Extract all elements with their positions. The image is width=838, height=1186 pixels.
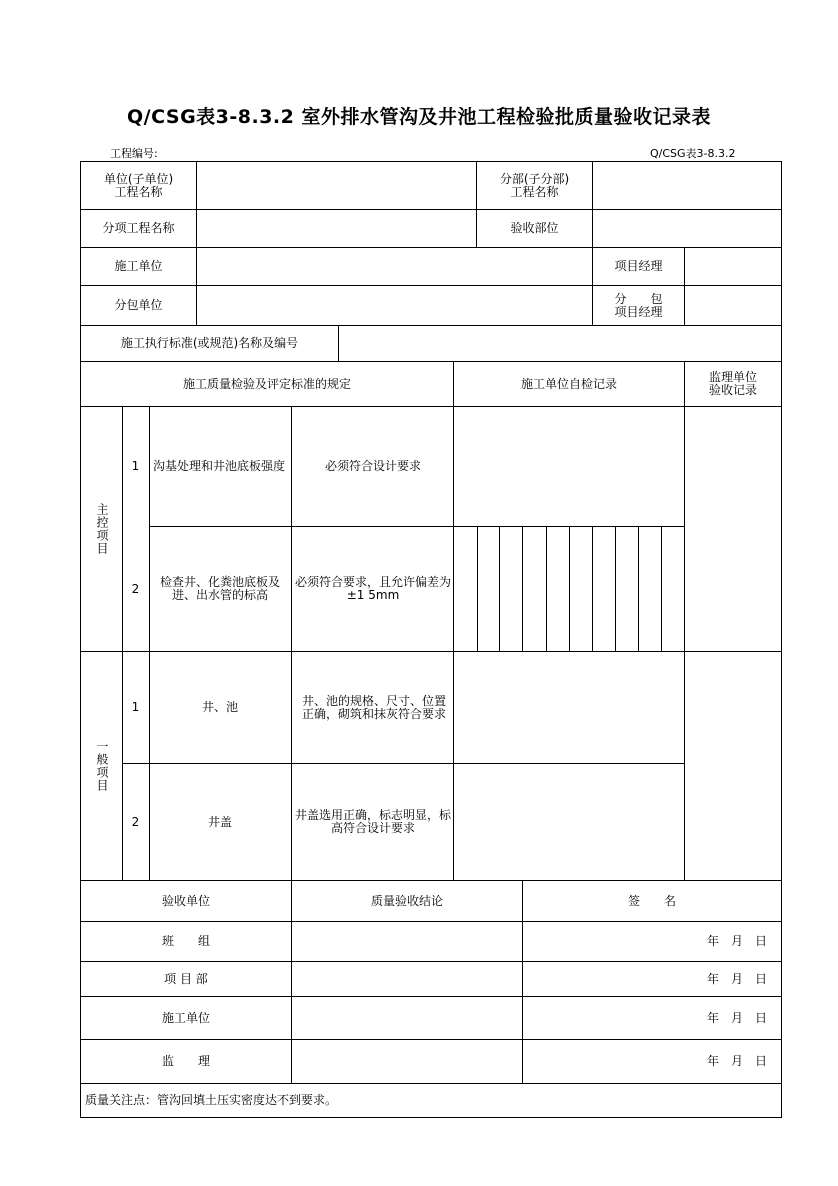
rule-line [522,526,523,652]
acceptance-row-unit: 监 理 [161,1054,210,1068]
main-supervision-record[interactable] [685,407,781,651]
subcontract-unit-label: 分包单位 [114,298,163,312]
page-title: Q/CSG表3-8.3.2 室外排水管沟及井池工程检验批质量验收记录表 [127,106,711,128]
rule-line [661,526,662,652]
acceptance-row-conclusion[interactable] [292,997,522,1039]
rule-line [80,1117,782,1118]
rule-line [569,526,570,652]
acceptance-row-date[interactable]: 年 月 日 [706,971,767,986]
acceptance-row-conclusion[interactable] [292,962,522,996]
general-item-1-no: 1 [131,700,140,714]
acceptance-row-date[interactable]: 年 月 日 [706,934,767,948]
general-item-2-req: 井盖选用正确，标志明显，标高符合设计要求 [295,808,452,835]
rule-line [638,526,639,652]
general-item-1-record[interactable] [454,652,684,763]
main-control-label: 主控项目 [95,503,109,555]
general-item-1-req: 井、池的规格、尺寸、位置正确，砌筑和抹灰符合要求 [301,693,446,721]
rule-line [477,526,478,652]
general-item-2-name: 井盖 [207,814,232,829]
form-code: Q/CSG表3-8.3.2 [650,147,736,160]
general-item-2-no: 2 [131,814,140,829]
main-item-1-req: 必须符合设计要求 [324,459,421,473]
acceptance-sign-header: 签 名 [627,893,676,908]
subcontract-manager-value[interactable] [685,286,781,325]
general-supervision-record[interactable] [685,652,781,880]
acceptance-row-conclusion[interactable] [292,1040,522,1083]
subcontract-unit-value[interactable] [197,286,592,325]
self-check-column-header: 施工单位自检记录 [520,376,617,391]
main-item-1-name: 沟基处理和井池底板强度 [152,459,285,473]
acceptance-conclusion-header: 质量验收结论 [370,893,443,908]
main-item-1-record[interactable] [454,407,684,526]
unit-name-value[interactable] [197,162,476,209]
acceptance-row-unit: 施工单位 [161,1010,210,1025]
inspection-part-label: 验收部位 [510,221,559,235]
subitem-value[interactable] [197,210,476,247]
project-manager-label: 项目经理 [614,259,663,273]
acceptance-row-date[interactable]: 年 月 日 [706,1054,767,1068]
acceptance-row-date[interactable]: 年 月 日 [706,1010,767,1025]
main-item-1-no: 1 [131,459,140,473]
general-item-1-name: 井、池 [201,700,238,714]
spec-column-header: 施工质量检验及评定标准的规定 [182,376,351,391]
subcontract-manager-label: 分 包 项目经理 [614,291,663,319]
supervision-column-header: 监理单位 验收记录 [708,370,757,397]
division-name-value[interactable] [593,162,781,209]
acceptance-row-unit: 班 组 [161,934,210,948]
unit-name-label: 单位(子单位) 工程名称 [103,171,174,199]
rule-line [615,526,616,652]
main-item-2-req: 必须符合要求，且允许偏差为±1 5mm [295,575,452,602]
main-item-2-name: 检查井、化粪池底板及进、出水管的标高 [159,575,280,602]
general-label: 一般项目 [95,740,109,792]
general-item-2-record[interactable] [454,764,684,880]
project-no-label: 工程编号: [110,147,158,160]
inspection-part-value[interactable] [593,210,781,247]
construction-unit-label: 施工单位 [114,259,163,273]
division-name-label: 分部(子分部) 工程名称 [499,171,570,199]
rule-line [149,406,150,881]
standard-label: 施工执行标准(或规范)名称及编号 [120,336,299,350]
acceptance-row-unit: 项 目 部 [164,971,208,986]
quality-note: 质量关注点：管沟回填土压实密度达不到要求。 [85,1092,338,1107]
acceptance-row-conclusion[interactable] [292,922,522,961]
acceptance-unit-header: 验收单位 [161,893,210,908]
rule-line [499,526,500,652]
rule-line [592,526,593,652]
rule-line [546,526,547,652]
rule-line [781,161,782,1118]
subitem-label: 分项工程名称 [102,221,175,235]
standard-value[interactable] [339,326,781,361]
main-item-2-no: 2 [131,581,140,596]
construction-unit-value[interactable] [197,248,592,285]
project-manager-value[interactable] [685,248,781,285]
